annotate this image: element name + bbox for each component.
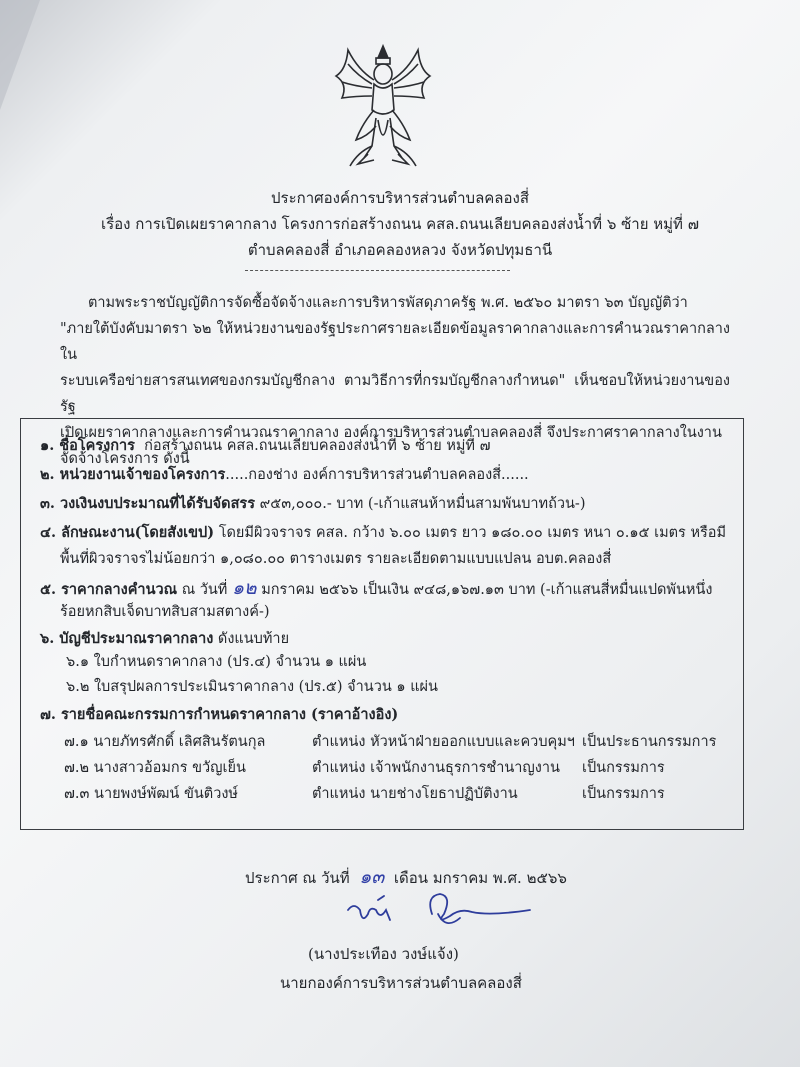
- sub-item-pr4: ๖.๑ ใบกำหนดราคากลาง (ปร.๔) จำนวน ๑ แผ่น: [66, 654, 367, 670]
- item-label: ๑. ชื่อโครงการ: [40, 437, 135, 454]
- handwritten-day: ๑๓: [359, 866, 385, 888]
- item-median-price-cont: ร้อยหกสิบเจ็ดบาทสิบสามสตางค์-): [60, 604, 270, 620]
- item-value: มกราคม ๒๕๖๖ เป็นเงิน ๙๔๘,๑๖๗.๑๓ บาท (-เก้าแสนสี่หมื่นแปดพันหนึ่ง: [261, 582, 713, 598]
- item-value: ก่อสร้างถนน คสล.ถนนเลียบคลองส่งน้ำที่ ๖ ซ้าย หมู่ที่ ๗: [144, 438, 491, 454]
- item-value: .....กองช่าง องค์การบริหารส่วนตำบลคลองสี่......: [225, 467, 529, 483]
- date-prefix: ประกาศ ณ วันที่: [245, 869, 350, 887]
- item-value: โดยมีผิวจราจร คสล. กว้าง ๖.๐๐ เมตร ยาว ๑๘๐.๐๐ เมตร หนา ๐.๑๕ เมตร หรือมี: [218, 525, 727, 541]
- announcement-subject: เรื่อง การเปิดเผยราคากลาง โครงการก่อสร้างถนน คสล.ถนนเลียบคลองส่งน้ำที่ ๖ ซ้าย หมู่ที่ ๗: [100, 215, 699, 233]
- item-label: ๖. บัญชีประมาณราคากลาง: [40, 630, 214, 647]
- garuda-emblem-icon: [328, 40, 438, 170]
- intro-line: จัดจ้างโครงการ ดังนี้: [60, 451, 190, 467]
- signature-icon: [340, 880, 540, 940]
- item-value: ดังแนบท้าย: [217, 631, 290, 647]
- item-project-name: [40, 434, 491, 457]
- intro-line: "ภายใต้บังคับมาตรา ๖๒ ให้หน่วยงานของรัฐประกาศรายละเอียดข้อมูลราคากลางและการคำนวณราคากลางใน: [60, 321, 730, 363]
- committee-member-position: ตำแหน่ง เจ้าพนักงานธุรการชำนาญงาน: [312, 760, 560, 776]
- committee-member-role: เป็นกรรมการ: [582, 760, 665, 776]
- announcement-location: ตำบลคลองสี่ อำเภอคลองหลวง จังหวัดปทุมธานี: [247, 241, 553, 259]
- signer-name: (นางประเทือง วงษ์แจ้ง): [308, 945, 459, 963]
- item-label: ๕. ราคากลางคำนวณ: [40, 581, 178, 598]
- intro-line: ระบบเครือข่ายสารสนเทศของกรมบัญชีกลาง ตามวิธีการที่กรมบัญชีกลางกำหนด" เห็นชอบให้หน่วยงานของรัฐ: [60, 373, 730, 415]
- committee-member-name: ๗.๒ นางสาวอ้อมกร ขวัญเย็น: [64, 760, 246, 776]
- item-work-description-cont: พื้นที่ผิวจราจรไม่น้อยกว่า ๑,๐๘๐.๐๐ ตารางเมตร รายละเอียดตามแบบแปลน อบต.คลองสี่: [60, 551, 612, 567]
- intro-line: เปิดเผยราคากลางและการคำนวณราคากลาง องค์การบริหารส่วนตำบลคลองสี่ จึงประกาศราคากลางในงาน: [60, 425, 722, 441]
- item-label: ๗. รายชื่อคณะกรรมการกำหนดราคากลาง (ราคาอ้างอิง): [40, 706, 399, 723]
- handwritten-day: ๑๒: [231, 577, 257, 599]
- item-value: ณ วันที่: [181, 582, 228, 598]
- sub-item-pr5: ๖.๒ ใบสรุปผลการประเมินราคากลาง (ปร.๕) จำนวน ๑ แผ่น: [66, 679, 438, 695]
- item-budget: [40, 492, 586, 515]
- committee-member-role: เป็นกรรมการ: [582, 786, 665, 802]
- announcement-heading: ประกาศองค์การบริหารส่วนตำบลคลองสี่: [271, 189, 529, 207]
- heading-divider: [245, 270, 510, 271]
- item-label: ๒. หน่วยงานเจ้าของโครงการ: [40, 466, 226, 483]
- item-price-estimate-list: [40, 627, 289, 650]
- intro-line: ตามพระราชบัญญัติการจัดซื้อจัดจ้างและการบริหารพัสดุภาครัฐ พ.ศ. ๒๕๖๐ มาตรา ๖๓ บัญญัติว่า: [88, 295, 688, 311]
- item-value: ๙๕๓,๐๐๐.- บาท (-เก้าแสนห้าหมื่นสามพันบาทถ้วน-): [259, 496, 586, 512]
- committee-member-name: ๗.๓ นายพงษ์พัฒน์ ขันติวงษ์: [64, 786, 238, 802]
- committee-member-position: ตำแหน่ง หัวหน้าฝ่ายออกแบบและควบคุมฯ: [312, 734, 575, 750]
- item-owner-agency: [40, 463, 529, 486]
- signer-title: นายกองค์การบริหารส่วนตำบลคลองสี่: [280, 974, 522, 992]
- item-work-description: [40, 521, 726, 544]
- committee-member-position: ตำแหน่ง นายช่างโยธาปฏิบัติงาน: [312, 786, 518, 802]
- item-median-price: [40, 573, 712, 603]
- page-fold-shadow: [0, 0, 40, 110]
- committee-member-role: เป็นประธานกรรมการ: [582, 734, 717, 750]
- date-suffix: เดือน มกราคม พ.ศ. ๒๕๖๖: [393, 869, 567, 887]
- item-committee-heading: [40, 703, 398, 726]
- item-label: ๔. ลักษณะงาน(โดยสังเขป): [40, 524, 215, 541]
- committee-member-name: ๗.๑ นายภัทรศักดิ์ เลิศสินรัตนกุล: [64, 734, 266, 750]
- item-label: ๓. วงเงินงบประมาณที่ได้รับจัดสรร: [40, 495, 255, 512]
